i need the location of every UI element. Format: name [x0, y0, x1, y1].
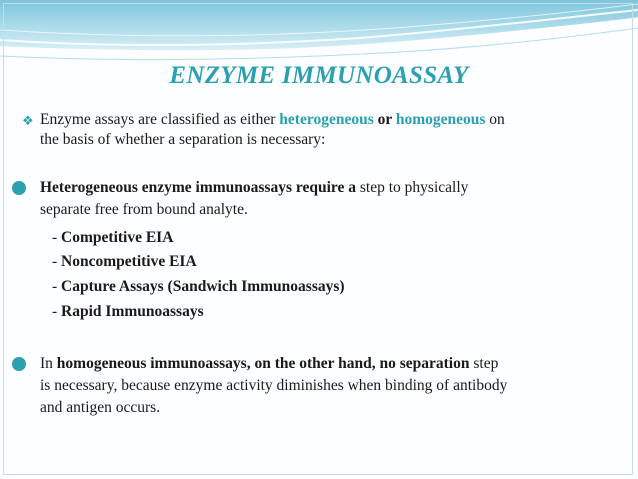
hetero-text: step to physically — [356, 179, 469, 196]
round-bullet-icon — [12, 357, 26, 371]
homo-text: step — [469, 355, 499, 372]
keyword-heterogeneous: heterogeneous — [279, 111, 374, 128]
hetero-bold-text: Heterogeneous enzyme immunoassays require a — [40, 179, 357, 196]
homo-line-3: and antigen occurs. — [40, 399, 161, 416]
intro-or: or — [373, 111, 396, 128]
homo-line-2: is necessary, because enzyme activity diminishes when binding of antibody — [40, 377, 508, 394]
intro-text-end: on — [485, 111, 505, 128]
list-item: - Noncompetitive EIA — [52, 253, 197, 270]
intro-line-1 — [40, 110, 630, 130]
diamond-bullet-icon: ❖ — [22, 113, 34, 128]
intro-text: Enzyme assays are classified as either — [40, 111, 280, 128]
list-item: - Capture Assays (Sandwich Immunoassays) — [52, 278, 345, 295]
intro-line-2: the basis of whether a separation is necessary: — [40, 131, 326, 148]
homo-line-1 — [40, 354, 630, 374]
slide-title: ENZYME IMMUNOASSAY — [169, 62, 469, 89]
hetero-line-1 — [40, 178, 630, 198]
homo-bold-text: homogeneous immunoassays, on the other hand, no separation — [56, 355, 470, 372]
round-bullet-icon — [12, 181, 26, 195]
homo-pre-text: In — [40, 355, 57, 372]
keyword-homogeneous: homogeneous — [395, 111, 486, 128]
list-item: - Competitive EIA — [52, 229, 174, 246]
list-item: - Rapid Immunoassays — [52, 303, 204, 320]
hetero-line-2: separate free from bound analyte. — [40, 201, 248, 218]
